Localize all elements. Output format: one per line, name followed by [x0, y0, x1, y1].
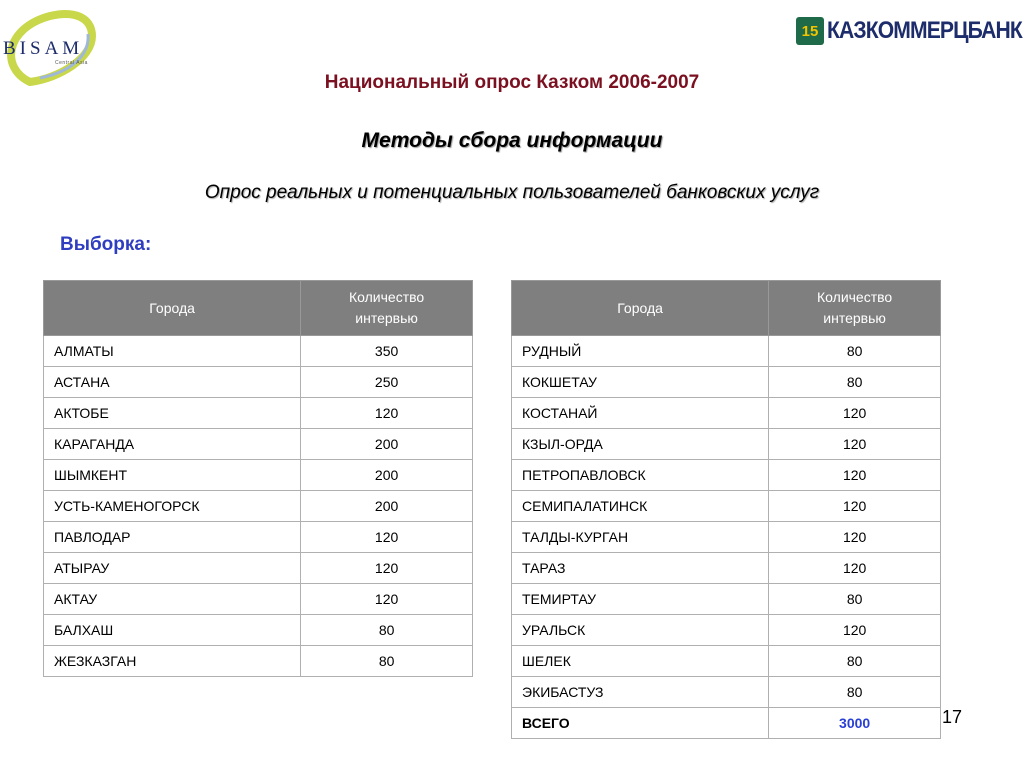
- count-cell: 200: [301, 491, 473, 522]
- count-cell: 120: [301, 553, 473, 584]
- table-header-row: [44, 281, 473, 336]
- count-cell: 120: [301, 398, 473, 429]
- city-cell: УРАЛЬСК: [512, 615, 769, 646]
- city-cell: ТЕМИРТАУ: [512, 584, 769, 615]
- city-cell: АСТАНА: [44, 367, 301, 398]
- table-row: [44, 460, 473, 491]
- header-count-label: Количество интервью: [817, 289, 893, 326]
- table-row: [44, 398, 473, 429]
- city-cell: ШЫМКЕНТ: [44, 460, 301, 491]
- table-row: [512, 522, 941, 553]
- count-cell: 120: [301, 584, 473, 615]
- city-cell: КЗЫЛ-ОРДА: [512, 429, 769, 460]
- sample-label: Выборка:: [60, 234, 152, 255]
- table-row: [44, 584, 473, 615]
- city-cell: АЛМАТЫ: [44, 336, 301, 367]
- total-label: ВСЕГО: [512, 708, 769, 739]
- header-city: Города: [512, 281, 769, 336]
- table-row: [512, 615, 941, 646]
- section-description: Опрос реальных и потенциальных пользователей банковских услуг: [204, 182, 820, 203]
- count-cell: 80: [769, 336, 941, 367]
- header-city: Города: [44, 281, 301, 336]
- table-row: [44, 615, 473, 646]
- count-cell: 80: [769, 677, 941, 708]
- table-row: [44, 553, 473, 584]
- table-row: [44, 522, 473, 553]
- count-cell: 80: [301, 615, 473, 646]
- city-cell: РУДНЫЙ: [512, 336, 769, 367]
- table-row: [44, 367, 473, 398]
- total-value: 3000: [769, 708, 941, 739]
- count-cell: 80: [769, 367, 941, 398]
- table-row: [44, 646, 473, 677]
- table-row: [512, 336, 941, 367]
- table-row: [512, 677, 941, 708]
- count-cell: 120: [769, 429, 941, 460]
- city-cell: БАЛХАШ: [44, 615, 301, 646]
- table-row: [512, 429, 941, 460]
- table-row: [512, 398, 941, 429]
- table-row: [44, 336, 473, 367]
- city-cell: КОКШЕТАУ: [512, 367, 769, 398]
- table-row: [512, 553, 941, 584]
- city-cell: КАРАГАНДА: [44, 429, 301, 460]
- city-cell: КОСТАНАЙ: [512, 398, 769, 429]
- kkb-name: КАЗКОММЕРЦБАНК: [827, 17, 1022, 44]
- count-cell: 120: [769, 615, 941, 646]
- city-cell: УСТЬ-КАМЕНОГОРСК: [44, 491, 301, 522]
- city-cell: ЖЕЗКАЗГАН: [44, 646, 301, 677]
- count-cell: 120: [301, 522, 473, 553]
- table-row: [512, 584, 941, 615]
- header-count: [301, 281, 473, 336]
- cities-table-left: [43, 280, 473, 677]
- city-cell: ПЕТРОПАВЛОВСК: [512, 460, 769, 491]
- page-title: Национальный опрос Казком 2006-2007: [324, 72, 700, 93]
- table-row: [44, 491, 473, 522]
- count-cell: 200: [301, 460, 473, 491]
- page-number: 17: [942, 707, 963, 727]
- table-row: [44, 429, 473, 460]
- city-cell: АКТОБЕ: [44, 398, 301, 429]
- header-count: [769, 281, 941, 336]
- count-cell: 350: [301, 336, 473, 367]
- count-cell: 250: [301, 367, 473, 398]
- city-cell: ЭКИБАСТУЗ: [512, 677, 769, 708]
- count-cell: 120: [769, 398, 941, 429]
- bisam-name: BISAM: [3, 38, 84, 59]
- city-cell: АКТАУ: [44, 584, 301, 615]
- count-cell: 200: [301, 429, 473, 460]
- table-row: [512, 491, 941, 522]
- table-row: [512, 460, 941, 491]
- count-cell: 120: [769, 460, 941, 491]
- count-cell: 80: [301, 646, 473, 677]
- count-cell: 120: [769, 553, 941, 584]
- city-cell: ШЕЛЕК: [512, 646, 769, 677]
- city-cell: ТАЛДЫ-КУРГАН: [512, 522, 769, 553]
- city-cell: ТАРАЗ: [512, 553, 769, 584]
- city-cell: ПАВЛОДАР: [44, 522, 301, 553]
- count-cell: 120: [769, 522, 941, 553]
- header-count-label: Количество интервью: [349, 289, 425, 326]
- cities-table-right: [511, 280, 941, 739]
- kkb-mark-icon: 15: [796, 17, 824, 45]
- bisam-subtitle: Central Asia: [55, 60, 88, 66]
- count-cell: 80: [769, 584, 941, 615]
- count-cell: 120: [769, 491, 941, 522]
- section-title: Методы сбора информации: [361, 129, 663, 152]
- table-header-row: [512, 281, 941, 336]
- kazkommertsbank-logo: [796, 15, 1024, 47]
- city-cell: АТЫРАУ: [44, 553, 301, 584]
- city-cell: СЕМИПАЛАТИНСК: [512, 491, 769, 522]
- total-row: [512, 708, 941, 739]
- count-cell: 80: [769, 646, 941, 677]
- table-row: [512, 646, 941, 677]
- table-row: [512, 367, 941, 398]
